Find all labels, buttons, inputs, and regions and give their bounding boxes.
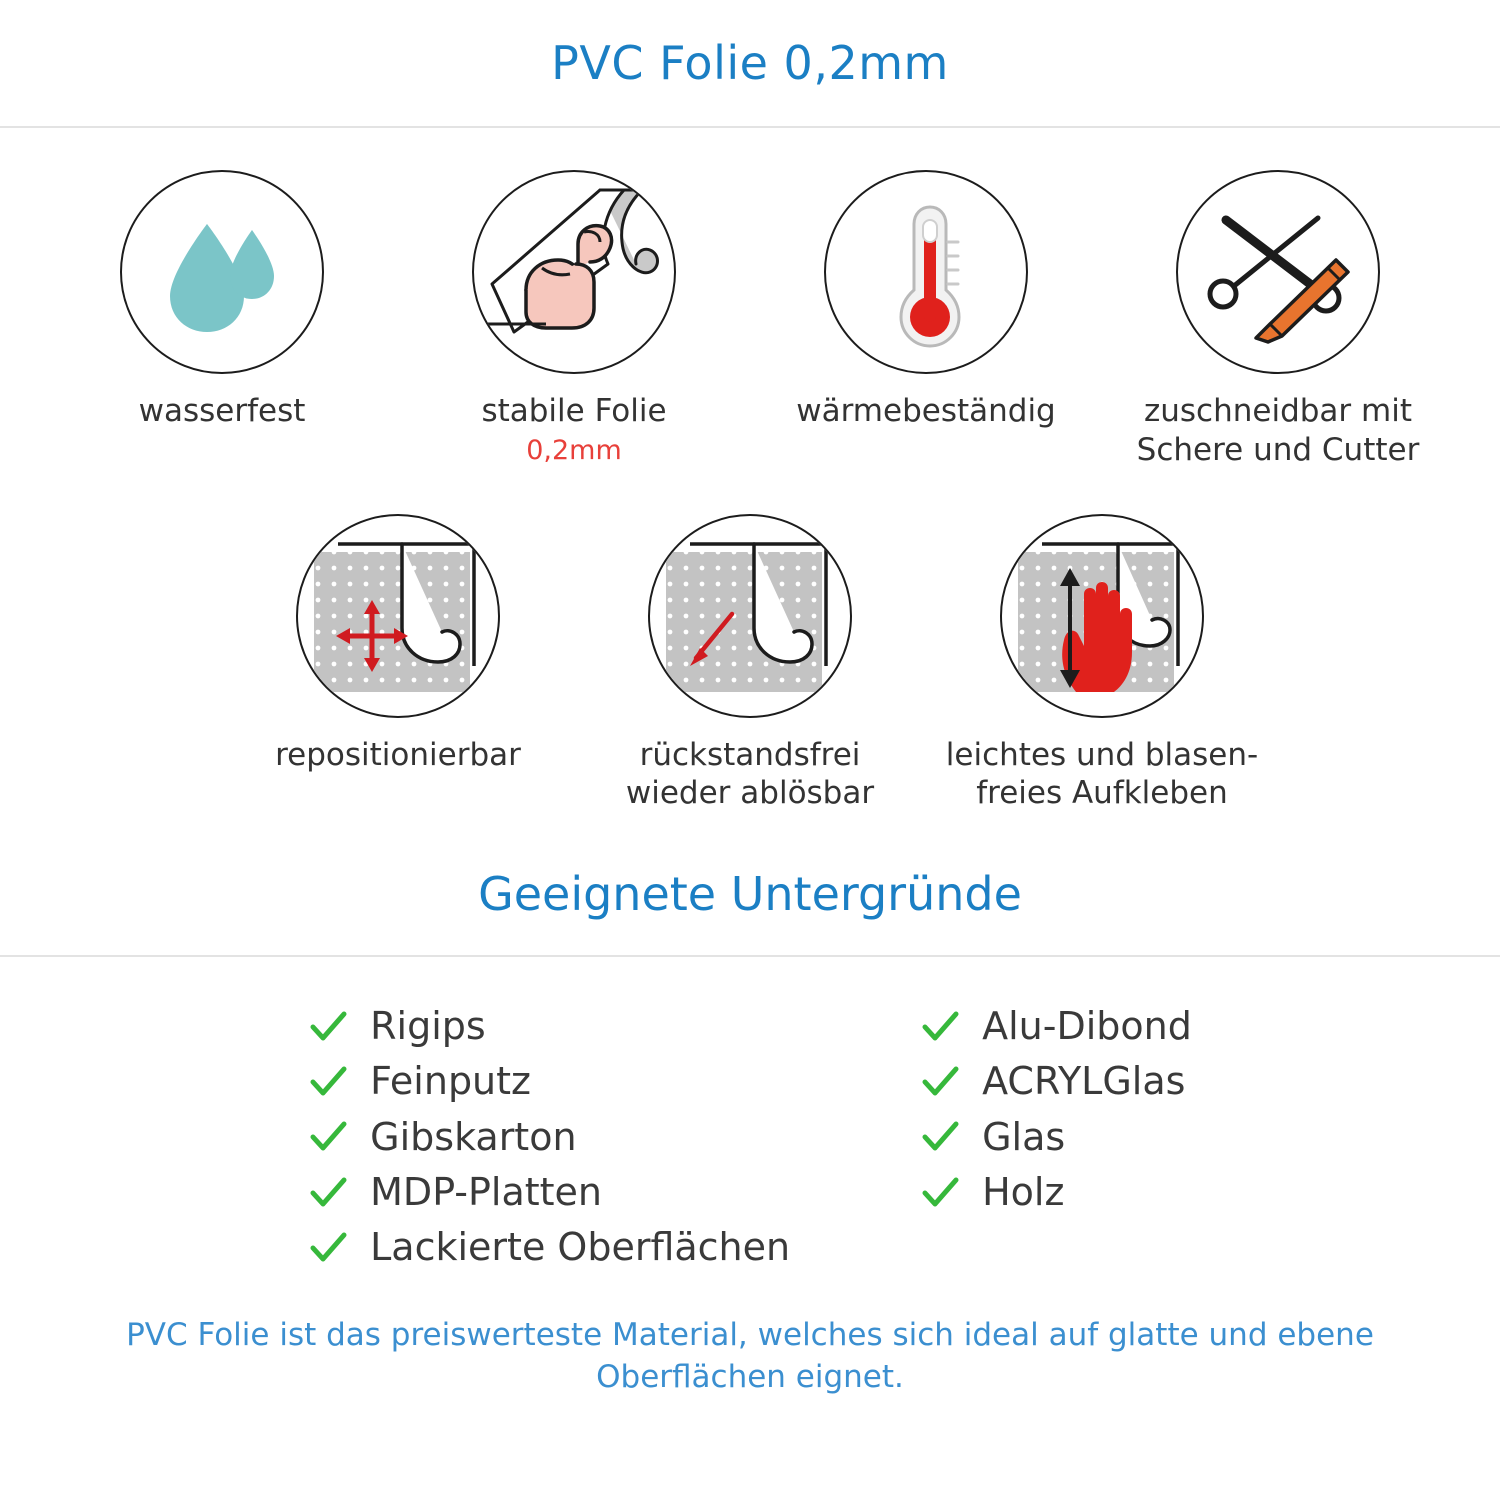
feature-waermebestaendig (750, 170, 1102, 470)
substrates-list (0, 957, 1500, 1273)
feature-label: stabile Folie (481, 393, 667, 429)
list-item-label: Rigips (370, 1004, 486, 1048)
feature-stabile-folie (398, 170, 750, 470)
list-item (920, 1001, 1192, 1052)
list-item-label: Alu-Dibond (982, 1004, 1192, 1048)
check-icon (308, 1228, 348, 1268)
list-item (920, 1167, 1192, 1218)
list-item (308, 1167, 790, 1218)
hand-smoothing-icon (1000, 514, 1204, 718)
feature-zuschneidbar (1102, 170, 1454, 470)
list-item-label: MDP-Platten (370, 1169, 602, 1214)
section-title: Geeignete Untergründe (0, 867, 1500, 957)
footnote-text: PVC Folie ist das preiswerteste Material, welches sich ideal auf glatte und ebene Oberflächen eignet. (126, 1317, 1374, 1396)
feature-wasserfest (46, 170, 398, 470)
peel-off-icon (648, 514, 852, 718)
check-icon (308, 1173, 348, 1213)
list-item (920, 1056, 1192, 1107)
list-item-label: ACRYLGlas (982, 1059, 1186, 1104)
features-row-1 (0, 170, 1500, 470)
page-header (0, 0, 1500, 128)
list-item (308, 1056, 790, 1107)
feature-aufkleben (926, 514, 1278, 814)
check-icon (920, 1062, 960, 1102)
feature-label: wärmebeständig (796, 393, 1056, 429)
water-drops-icon (120, 170, 324, 374)
feature-label: rückstandsfrei wieder ablösbar (625, 736, 875, 812)
page-title: PVC Folie 0,2mm (551, 36, 949, 90)
check-icon (308, 1007, 348, 1047)
feature-rueckstandsfrei (574, 514, 926, 814)
features-row-2 (0, 514, 1500, 814)
list-item-label: Holz (982, 1169, 1065, 1214)
thermometer-icon (824, 170, 1028, 374)
substrates-column-right (920, 1001, 1192, 1273)
scissors-cutter-icon (1176, 170, 1380, 374)
feature-label: leichtes und blasen- freies Aufkleben (945, 736, 1259, 812)
feature-label: repositionierbar (275, 736, 521, 773)
features-section (0, 128, 1500, 813)
feature-label: wasserfest (138, 393, 306, 429)
list-item (308, 1001, 790, 1052)
feature-label: zuschneidbar mit Schere und Cutter (1136, 393, 1420, 468)
list-item (920, 1112, 1192, 1163)
list-item-label: Gibskarton (370, 1114, 577, 1159)
check-icon (308, 1117, 348, 1157)
feature-repositionierbar (222, 514, 574, 814)
strong-arm-film-icon (472, 170, 676, 374)
substrates-column-left (308, 1001, 790, 1273)
list-item-label: Feinputz (370, 1059, 531, 1104)
list-item-label: Glas (982, 1114, 1066, 1159)
reposition-arrows-icon (296, 514, 500, 718)
check-icon (920, 1007, 960, 1047)
feature-sublabel: 0,2mm (526, 434, 622, 466)
check-icon (308, 1062, 348, 1102)
check-icon (920, 1117, 960, 1157)
list-item (308, 1112, 790, 1163)
list-item-label: Lackierte Oberflächen (370, 1225, 791, 1270)
list-item (308, 1222, 790, 1273)
check-icon (920, 1173, 960, 1213)
